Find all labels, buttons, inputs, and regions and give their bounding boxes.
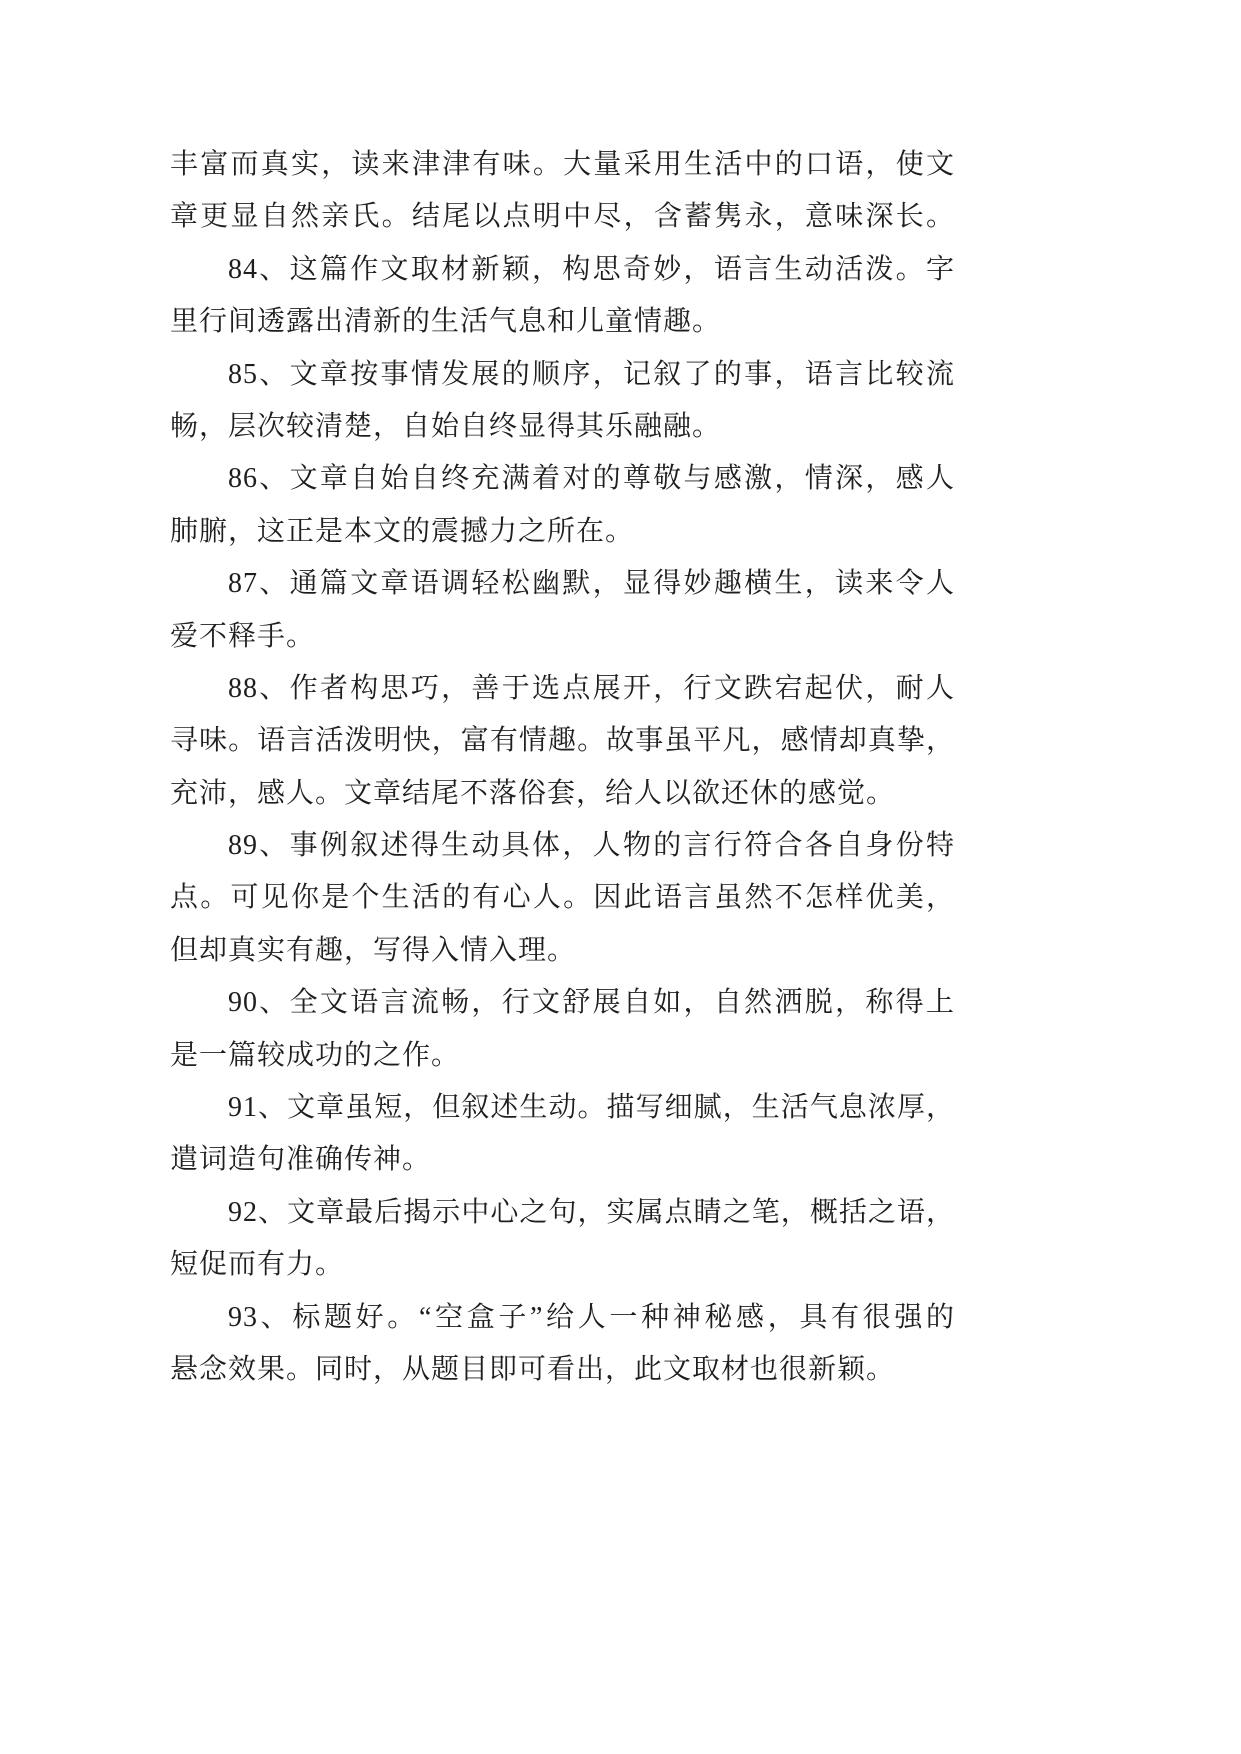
paragraph-line: 93、标题好。“空盒子”给人一种神秘感，具有很强的 bbox=[228, 1301, 955, 1333]
paragraph-line: 短促而有力。 bbox=[170, 1249, 345, 1281]
paragraph-line: 91、文章虽短，但叙述生动。描写细腻，生活气息浓厚， bbox=[228, 1092, 955, 1124]
paragraph-91 bbox=[170, 1082, 955, 1187]
paragraph-line: 是一篇较成功的之作。 bbox=[170, 1039, 461, 1071]
paragraph-line: 丰富而真实，读来津津有味。大量采用生活中的口语，使文 bbox=[170, 149, 955, 180]
paragraph-92 bbox=[170, 1187, 955, 1292]
paragraph-93 bbox=[170, 1292, 955, 1397]
paragraph-line: 但却真实有趣，写得入情入理。 bbox=[170, 934, 577, 966]
paragraph-line: 寻味。语言活泼明快，富有情趣。故事虽平凡，感情却真挚， bbox=[170, 725, 955, 757]
paragraph-87 bbox=[170, 558, 955, 663]
paragraph-line: 爱不释手。 bbox=[170, 620, 316, 652]
paragraph-line: 章更显自然亲氏。结尾以点明中尽，含蓄隽永，意味深长。 bbox=[170, 201, 955, 233]
paragraph-85 bbox=[170, 349, 955, 454]
paragraph-line: 遣词造句准确传神。 bbox=[170, 1144, 432, 1176]
paragraph-89 bbox=[170, 820, 955, 977]
paragraph-line: 88、作者构思巧，善于选点展开，行文跌宕起伏，耐人 bbox=[228, 672, 955, 704]
paragraph-line: 86、文章自始自终充满着对的尊敬与感激，情深，感人 bbox=[228, 463, 955, 495]
paragraph-84 bbox=[170, 244, 955, 349]
paragraph-88 bbox=[170, 663, 955, 820]
paragraph-line: 92、文章最后揭示中心之句，实属点睛之笔，概括之语， bbox=[228, 1196, 955, 1228]
paragraph-line: 89、事例叙述得生动具体，人物的言行符合各自身份特 bbox=[228, 830, 955, 862]
paragraph-line: 充沛，感人。文章结尾不落俗套，给人以欲还休的感觉。 bbox=[170, 777, 896, 809]
paragraph-90 bbox=[170, 977, 955, 1082]
paragraph-line: 里行间透露出清新的生活气息和儿童情趣。 bbox=[170, 306, 722, 338]
paragraph-line: 85、文章按事情发展的顺序，记叙了的事，语言比较流 bbox=[228, 358, 955, 390]
text-body bbox=[170, 139, 955, 1396]
paragraph-continued bbox=[170, 139, 955, 244]
paragraph-line: 90、全文语言流畅，行文舒展自如，自然洒脱，称得上 bbox=[228, 987, 955, 1019]
paragraph-line: 肺腑，这正是本文的震撼力之所在。 bbox=[170, 515, 635, 547]
paragraph-line: 畅，层次较清楚，自始自终显得其乐融融。 bbox=[170, 410, 722, 442]
paragraph-line: 悬念效果。同时，从题目即可看出，此文取材也很新颖。 bbox=[170, 1353, 896, 1385]
paragraph-86 bbox=[170, 453, 955, 558]
paragraph-line: 点。可见你是个生活的有心人。因此语言虽然不怎样优美， bbox=[170, 882, 955, 914]
paragraph-line: 87、通篇文章语调轻松幽默，显得妙趣横生，读来令人 bbox=[228, 568, 955, 600]
paragraph-line: 84、这篇作文取材新颖，构思奇妙，语言生动活泼。字 bbox=[228, 253, 955, 285]
